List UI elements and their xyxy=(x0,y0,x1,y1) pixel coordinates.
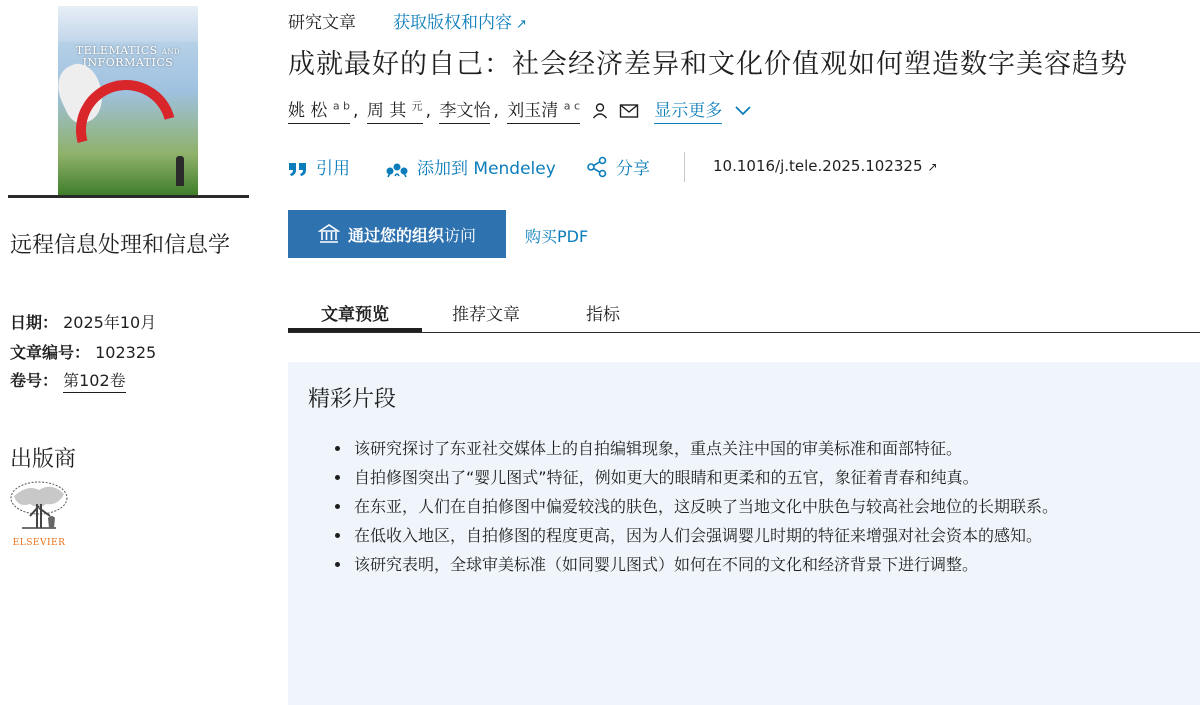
author-separator: , xyxy=(425,101,432,121)
highlight-item: • 在低收入地区，自拍修图的程度更高，因为人们会强调婴儿时期的特征来增强对社会资本的感知。 xyxy=(352,521,1112,550)
cover-masthead xyxy=(58,6,198,42)
journal-title[interactable]: 远程信息处理和信息学 xyxy=(10,233,231,258)
cover-title-line1: TELEMATICS AND xyxy=(75,44,181,57)
author-link[interactable] xyxy=(367,101,423,124)
journal-cover-image[interactable] xyxy=(58,6,198,196)
publisher-name: ELSEVIER xyxy=(12,538,66,548)
volume-label: 卷号： xyxy=(10,371,59,390)
author-name: 姚 松 xyxy=(288,101,328,121)
share-button[interactable] xyxy=(586,154,650,179)
article-type: 研究文章 xyxy=(288,13,356,33)
share-label: 分享 xyxy=(616,159,650,179)
chevron-down-icon[interactable] xyxy=(734,105,752,117)
show-more-label: 显示更多 xyxy=(654,101,723,121)
email-icon[interactable] xyxy=(619,103,639,119)
doi-link[interactable] xyxy=(713,157,938,175)
get-rights-label: 获取版权和内容 xyxy=(393,13,512,33)
doi-value: 10.1016/j.tele.2025.102325 xyxy=(713,157,923,175)
cover-title-line2: INFORMATICS xyxy=(82,56,174,69)
author-name: 周 其 xyxy=(366,101,407,121)
cover-divider xyxy=(8,195,249,198)
author-affiliation: 元 xyxy=(411,99,423,113)
show-more-authors-button[interactable] xyxy=(654,101,722,124)
date-label: 日期： xyxy=(10,313,59,332)
highlight-item: • 在东亚，人们在自拍修图中偏爱较浅的肤色，这反映了当地文化中肤色与较高社会地位的长期联系。 xyxy=(352,492,1112,521)
highlights-heading: 精彩片段 xyxy=(308,387,397,412)
volume-link[interactable]: 第102卷 xyxy=(63,371,126,393)
cover-art-figure xyxy=(176,156,184,186)
actions-divider xyxy=(684,152,685,182)
meta-date xyxy=(10,310,156,333)
date-value: 2025年10月 xyxy=(63,313,157,332)
tab-metrics[interactable]: 指标 xyxy=(586,305,620,325)
author-name: 李文怡 xyxy=(439,101,491,121)
highlight-item: • 自拍修图突出了“婴儿图式”特征，例如更大的眼睛和更柔和的五官，象征着青春和纯真。 xyxy=(352,463,1112,492)
meta-volume xyxy=(10,368,126,391)
institution-icon xyxy=(318,223,340,245)
author-link[interactable] xyxy=(439,101,490,124)
article-number-label: 文章编号： xyxy=(10,343,91,362)
active-tab-indicator xyxy=(288,328,422,332)
cite-label: 引用 xyxy=(316,159,350,179)
highlights-list xyxy=(320,434,1112,579)
author-separator: , xyxy=(493,101,499,121)
access-button-rest: 访问 xyxy=(444,225,477,245)
get-rights-link[interactable] xyxy=(393,8,527,33)
author-list xyxy=(288,96,752,121)
cite-button[interactable] xyxy=(288,154,350,179)
tab-article-preview[interactable]: 文章预览 xyxy=(321,305,389,325)
quote-icon xyxy=(288,160,308,178)
article-number-value: 102325 xyxy=(95,343,157,362)
article-title: 成就最好的自己：社会经济差异和文化价值观如何塑造数字美容趋势 xyxy=(288,49,1128,80)
mendeley-icon xyxy=(385,160,409,178)
person-icon[interactable] xyxy=(591,102,609,120)
external-arrow-icon: ↗ xyxy=(516,17,527,32)
author-separator: , xyxy=(353,101,359,121)
author-link[interactable] xyxy=(507,101,580,124)
access-button-strong: 通过您的组织 xyxy=(347,225,444,245)
institutional-access-button[interactable] xyxy=(288,210,506,258)
author-affiliation: a b xyxy=(332,99,351,113)
tab-recommended-articles[interactable]: 推荐文章 xyxy=(452,305,520,325)
add-to-mendeley-button[interactable] xyxy=(385,154,556,179)
publisher-heading: 出版商 xyxy=(10,447,77,472)
highlight-item: • 该研究探讨了东亚社交媒体上的自拍编辑现象，重点关注中国的审美标准和面部特征。 xyxy=(352,434,1112,463)
external-arrow-icon: ↗ xyxy=(927,160,938,174)
buy-pdf-link[interactable]: 购买PDF xyxy=(525,227,589,246)
share-icon xyxy=(586,156,608,178)
author-link[interactable] xyxy=(288,101,350,124)
article-tabs xyxy=(288,292,1200,333)
mendeley-label: 添加到 Mendeley xyxy=(417,159,556,179)
highlight-item: • 该研究表明，全球审美标准（如同婴儿图式）如何在不同的文化和经济背景下进行调整。 xyxy=(352,550,1112,579)
author-name: 刘玉清 xyxy=(507,101,559,121)
elsevier-tree-icon xyxy=(8,480,70,532)
elsevier-logo[interactable] xyxy=(8,480,70,546)
author-affiliation: a c xyxy=(563,99,580,113)
meta-article-number xyxy=(10,340,156,363)
highlights-panel xyxy=(288,362,1200,705)
